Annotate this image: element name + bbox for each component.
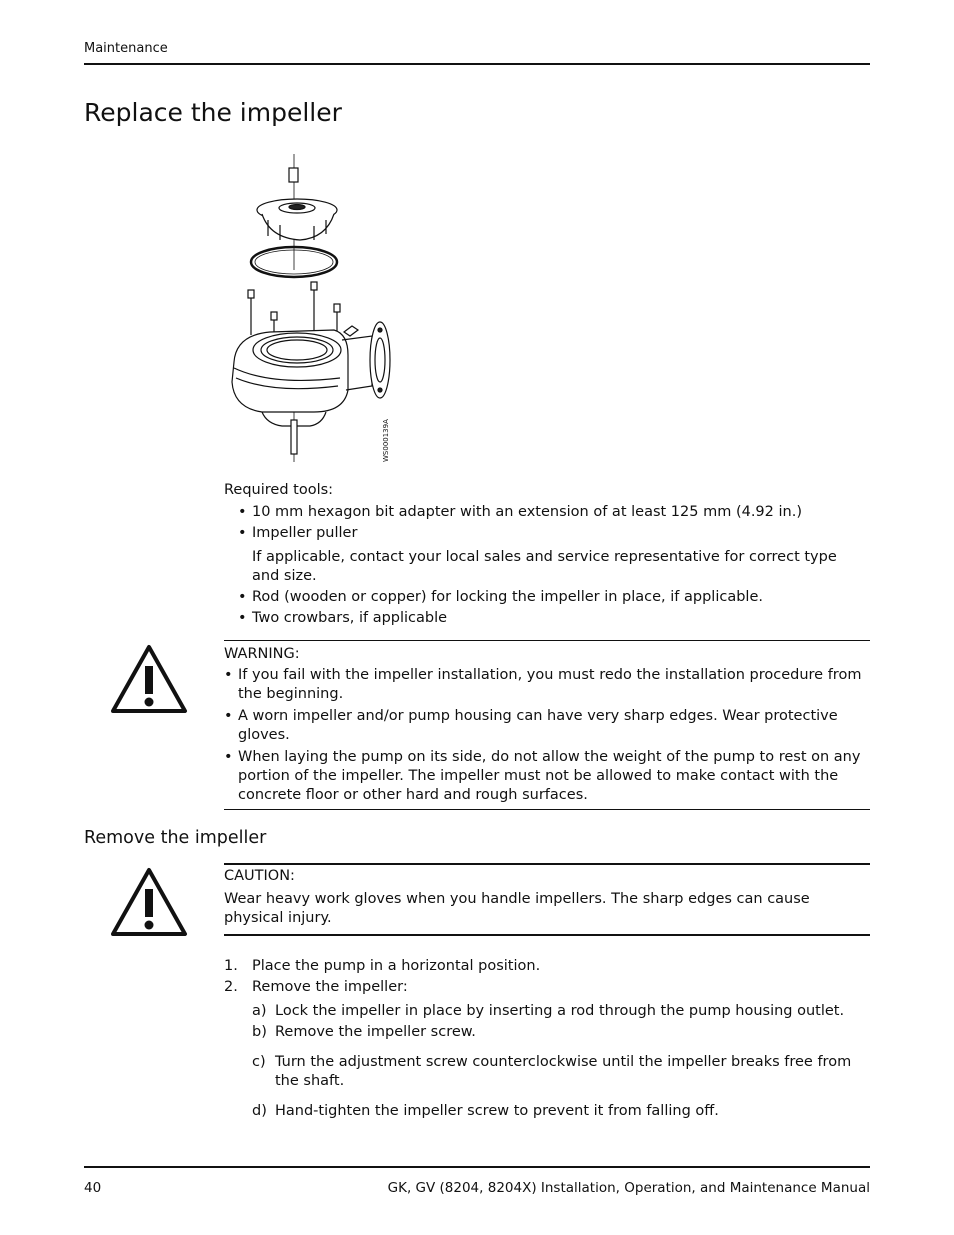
- header-rule: [84, 63, 870, 65]
- substep-c: [252, 1053, 867, 1091]
- list-item: • A worn impeller and/or pump housing can have very sharp edges. Wear protective gloves.: [224, 707, 870, 745]
- list-item: • Two crowbars, if applicable: [238, 609, 858, 628]
- caution-bottom-rule: [224, 934, 870, 936]
- step-2: [224, 978, 864, 997]
- figure-code: WS000139A: [382, 419, 390, 462]
- caution-triangle-icon: [110, 867, 188, 937]
- substep-text: Lock the impeller in place by inserting a rod through the pump housing outlet.: [275, 1003, 845, 1019]
- list-item: • 10 mm hexagon bit adapter with an extension of at least 125 mm (4.92 in.): [238, 503, 858, 522]
- caution-top-rule: [224, 863, 870, 865]
- warning-triangle-icon: [110, 644, 188, 714]
- list-item: • If you fail with the impeller installation, you must redo the installation procedure from the beginning.: [224, 666, 870, 704]
- pump-exploded-view-drawing: [222, 150, 422, 470]
- caution-text: Wear heavy work gloves when you handle impellers. The sharp edges can cause physical injury.: [224, 891, 810, 926]
- tools-list: [238, 503, 858, 628]
- running-header: Maintenance: [84, 41, 168, 56]
- substep-text: Hand-tighten the impeller screw to prevent it from falling off.: [275, 1103, 719, 1119]
- step-text: Remove the impeller:: [252, 979, 408, 995]
- list-item: • Impeller puller: [238, 524, 858, 543]
- step-text: Place the pump in a horizontal position.: [252, 958, 541, 974]
- page-number: 40: [84, 1180, 102, 1196]
- substep-letter: c): [252, 1054, 266, 1070]
- tools-intro: Required tools:: [224, 482, 334, 498]
- step-number: 1.: [224, 958, 238, 974]
- page-title: Replace the impeller: [84, 98, 342, 127]
- step-1: [224, 957, 864, 976]
- substep-text: Remove the impeller screw.: [275, 1024, 476, 1040]
- substep-letter: d): [252, 1103, 267, 1119]
- footer-rule: [84, 1166, 870, 1168]
- substep-a: [252, 1002, 867, 1021]
- caution-label: CAUTION:: [224, 868, 295, 884]
- warning-top-rule: [224, 640, 870, 641]
- list-item: • When laying the pump on its side, do not allow the weight of the pump to rest on any portion of the impeller. The impeller must not be allowed to make contact with the concrete floor or other hard and rough surfaces.: [224, 748, 870, 805]
- puller-note: If applicable, contact your local sales and service representative for correct type and size.: [252, 549, 837, 584]
- substep-letter: a): [252, 1003, 267, 1019]
- list-item: • Rod (wooden or copper) for locking the impeller in place, if applicable.: [238, 588, 858, 607]
- warning-list: [224, 666, 870, 805]
- section-heading: Remove the impeller: [84, 828, 267, 848]
- step-number: 2.: [224, 979, 238, 995]
- impeller-exploded-figure: [222, 150, 422, 470]
- substep-letter: b): [252, 1024, 267, 1040]
- manual-title: GK, GV (8204, 8204X) Installation, Operation, and Maintenance Manual: [387, 1180, 870, 1196]
- warning-bottom-rule: [224, 809, 870, 810]
- substep-text: Turn the adjustment screw counterclockwise until the impeller breaks free from the shaft.: [275, 1054, 852, 1089]
- substep-d: [252, 1102, 867, 1121]
- substep-b: [252, 1023, 867, 1042]
- warning-label: WARNING:: [224, 646, 300, 662]
